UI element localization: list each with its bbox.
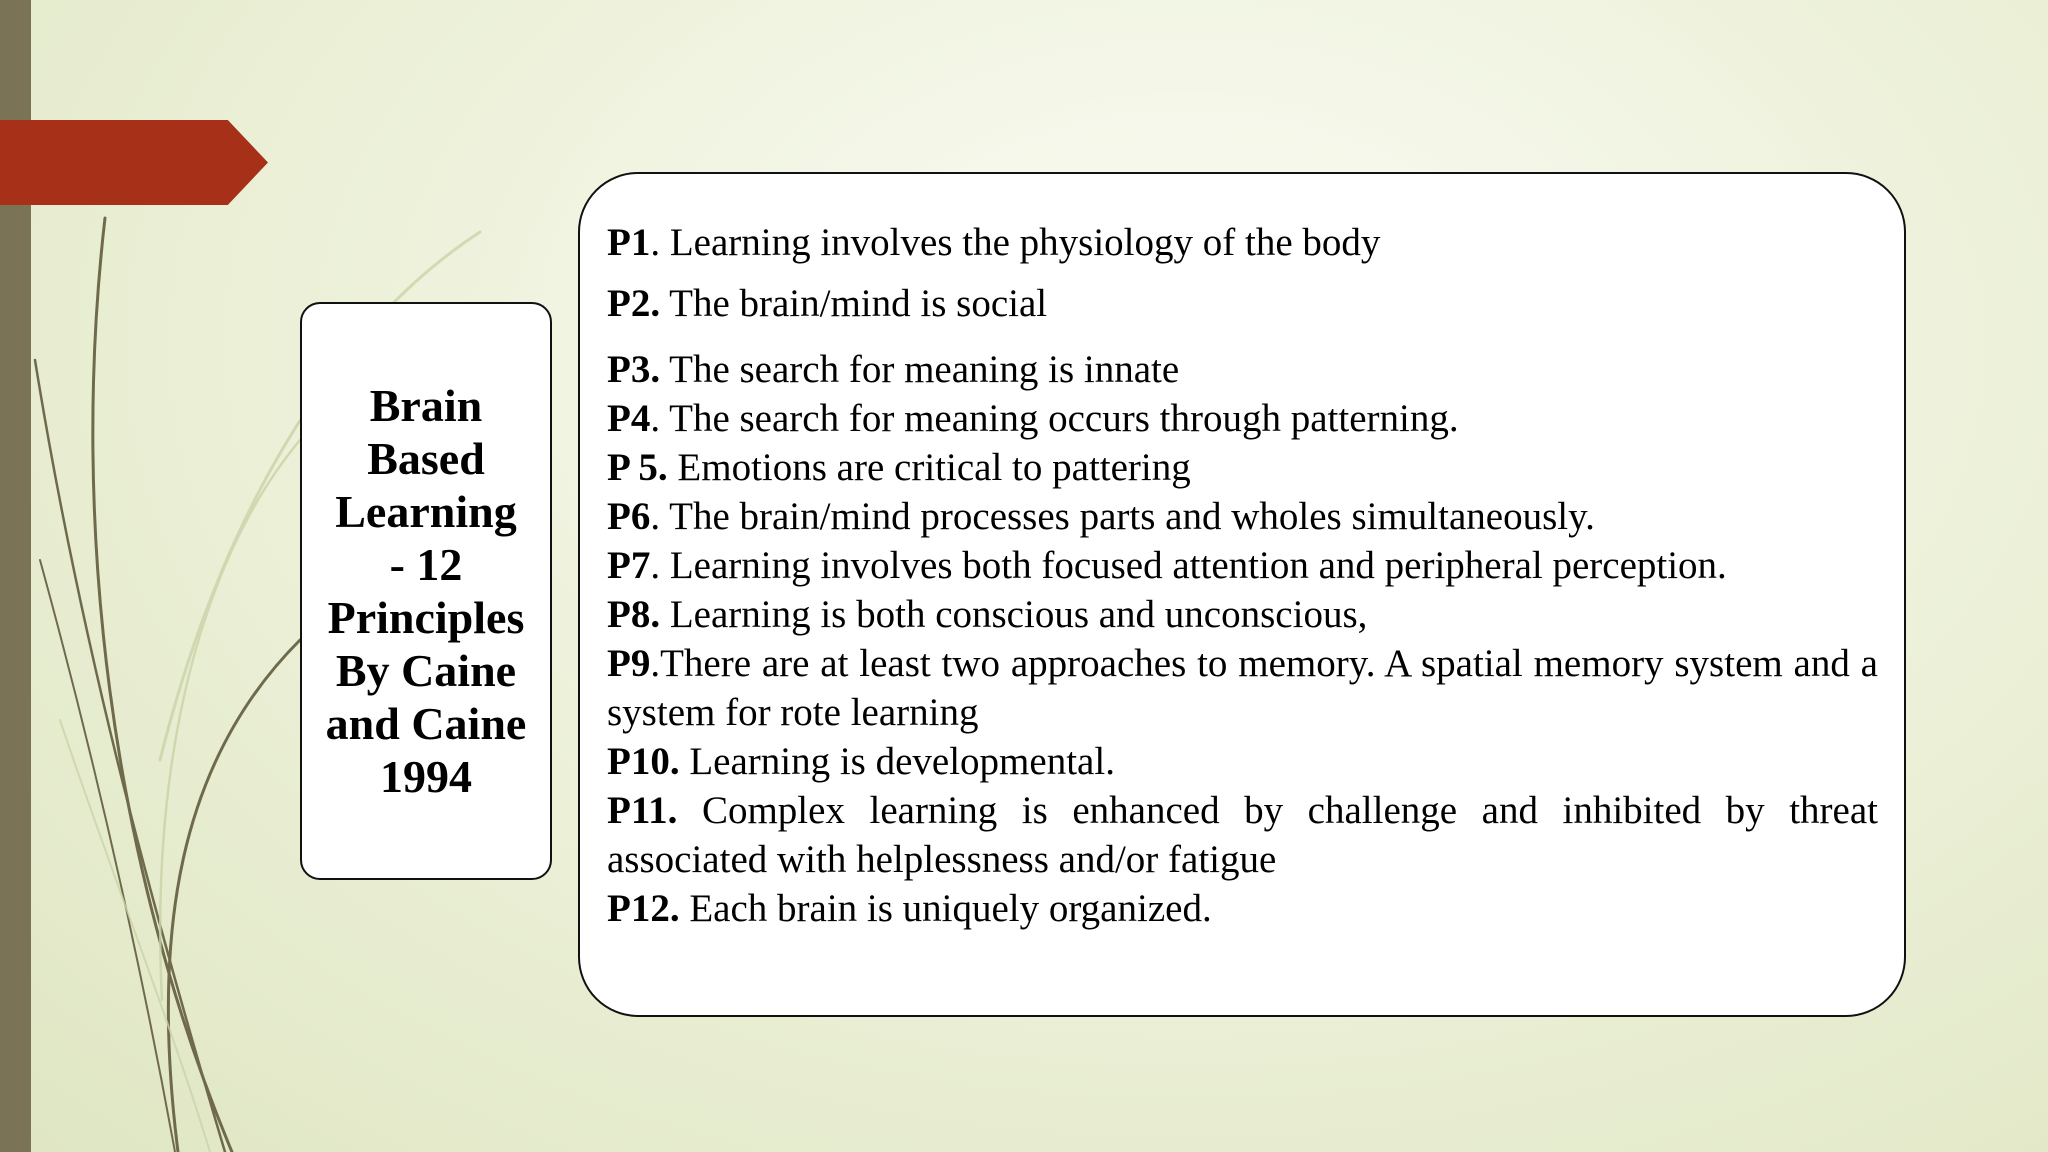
decor-curve bbox=[160, 440, 300, 1000]
principle-text: .There are at least two approaches to memory. A spatial memory system and a system for rote learning bbox=[607, 642, 1878, 734]
principle-label: P10. bbox=[607, 740, 680, 783]
decor-curve bbox=[93, 218, 232, 1152]
decor-curve bbox=[168, 640, 300, 1152]
principle-item bbox=[607, 443, 1878, 492]
decor-curve bbox=[60, 720, 210, 1152]
principle-label: P3. bbox=[607, 348, 661, 391]
title-box bbox=[300, 302, 552, 880]
principle-text: . The search for meaning occurs through patterning. bbox=[650, 397, 1459, 440]
principle-text: Each brain is uniquely organized. bbox=[679, 887, 1212, 930]
principle-label: P6 bbox=[607, 495, 651, 538]
principle-text: Complex learning is enhanced by challenge and inhibited by threat associated with helplessness and/or fatigue bbox=[607, 789, 1878, 881]
principle-label: P4 bbox=[607, 397, 651, 440]
principle-label: P1 bbox=[607, 221, 651, 264]
principle-item bbox=[607, 786, 1878, 884]
principle-label: P7 bbox=[607, 544, 651, 587]
principle-label: P 5. bbox=[607, 446, 668, 489]
principle-item bbox=[607, 884, 1878, 933]
title-line: Based bbox=[367, 433, 485, 484]
principle-item bbox=[607, 590, 1878, 639]
title-line: Brain bbox=[369, 380, 483, 431]
principle-item bbox=[607, 541, 1878, 590]
principle-label: P9 bbox=[607, 642, 651, 685]
principle-text: . Learning involves both focused attention and peripheral perception. bbox=[650, 544, 1727, 587]
principle-label: P2. bbox=[607, 282, 661, 325]
principle-item bbox=[607, 394, 1878, 443]
principle-label: P8. bbox=[607, 593, 661, 636]
principle-item bbox=[607, 218, 1878, 267]
decor-curve bbox=[35, 360, 225, 1152]
principle-text: Learning is developmental. bbox=[679, 740, 1115, 783]
title-line: 1994 bbox=[379, 751, 472, 802]
principle-item bbox=[607, 345, 1878, 394]
title-line: By Caine bbox=[335, 645, 517, 696]
principle-text: The brain/mind is social bbox=[660, 282, 1048, 325]
principle-label: P12. bbox=[607, 887, 680, 930]
principle-item bbox=[607, 492, 1878, 541]
principles-box bbox=[578, 172, 1906, 1017]
principle-text: . Learning involves the physiology of the body bbox=[650, 221, 1381, 264]
principle-item bbox=[607, 279, 1878, 328]
title-line: - 12 bbox=[389, 539, 463, 590]
accent-arrow-shape bbox=[0, 120, 268, 205]
principle-text: Learning is both conscious and unconscious, bbox=[660, 593, 1368, 636]
title-line: Principles bbox=[327, 592, 525, 643]
decor-curve bbox=[40, 560, 175, 1152]
principle-text: . The brain/mind processes parts and wholes simultaneously. bbox=[650, 495, 1595, 538]
principle-text: Emotions are critical to pattering bbox=[667, 446, 1191, 489]
principle-item bbox=[607, 737, 1878, 786]
principle-text: The search for meaning is innate bbox=[660, 348, 1180, 391]
title-line: Learning bbox=[335, 486, 517, 537]
title-line: and Caine bbox=[325, 698, 527, 749]
principle-item bbox=[607, 639, 1878, 737]
principle-label: P11. bbox=[607, 789, 678, 832]
slide-title bbox=[320, 379, 533, 803]
